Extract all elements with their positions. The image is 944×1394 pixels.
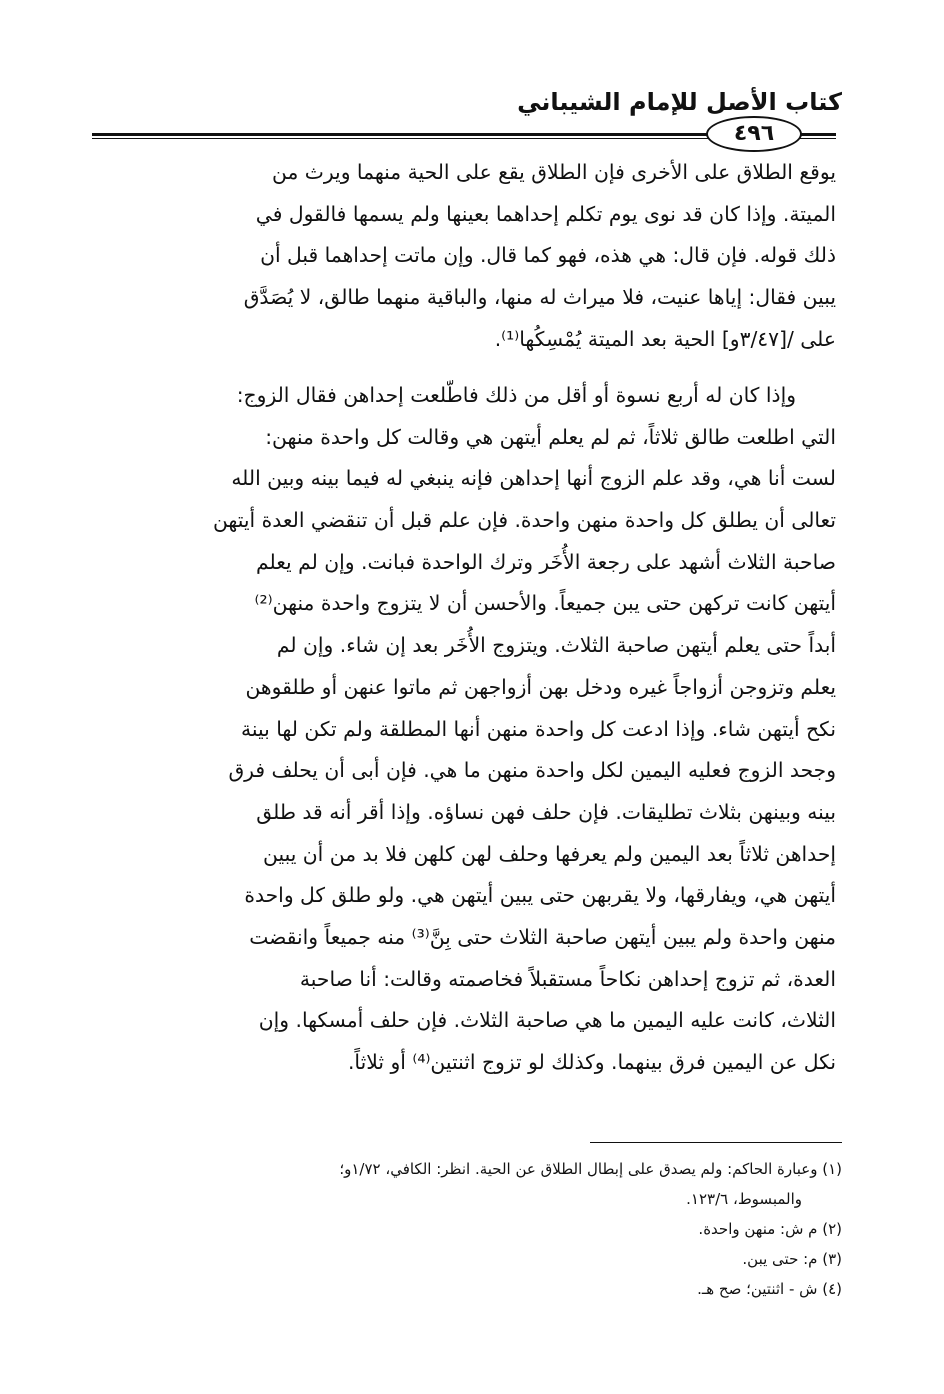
text-line: صاحبة الثلاث أشهد على رجعة الأُخَر وترك الواحدة فبانت. وإن لم يعلم [256,549,836,574]
text-line: أيتهن هي، ويفارقها، ولا يقربهن حتى يبين أيتهن هي. ولو طلق كل واحدة [244,883,836,908]
main-text [94,152,836,1084]
footnote-separator [590,1142,842,1143]
text-line: نكل عن اليمين فرق بينهما. وكذلك لو تزوج اثنتين⁽⁴⁾ أو ثلاثاً. [347,1050,836,1074]
text-line: نكح أيتهن شاء. وإذا ادعت كل واحدة منهن أنها المطلقة ولم تكن لها بينة [241,716,836,741]
footnote-4: (٤) ش - اثنتين؛ صح هـ. [697,1280,842,1298]
running-header-title: كتاب الأصل للإمام الشيباني [517,88,842,116]
text-line: الميتة. وإذا كان قد نوى يوم تكلم إحداهما بعينها ولم يسمها فالقول في [255,201,836,226]
paragraph-1 [94,152,836,357]
text-line: منهن واحدة ولم يبين أيتهن صاحبة الثلاث حتى بِنَّ⁽³⁾ منه جميعاً وانقضت [249,924,836,949]
text-line: وجحد الزوج فعليه اليمين لكل واحدة منهن ما هي. فإن أبى أن يحلف فرق [228,758,836,783]
paragraph-2 [94,375,836,1084]
text-line: أبداً حتى يعلم أيتهن صاحبة الثلاث. ويتزوج الأُخَر بعد إن شاء. وإن لم [276,633,836,658]
text-line: ذلك قوله. فإن قال: هي هذه، فهو كما قال. وإن ماتت إحداهما قبل أن [260,243,836,268]
text-line: إحداهن ثلاثاً بعد اليمين ولم يعرفها وحلف لهن كلهن فلا بد من أن يبين [263,841,836,866]
text-line: تعالى أن يطلق كل واحدة منهن واحدة. فإن علم قبل أن تنقضي العدة أيتهن [212,508,836,533]
footnote-3: (٣) م: حتى يبن. [742,1250,842,1268]
text-line: وإذا كان له أربع نسوة أو أقل من ذلك فاطّلعت إحداهن فقال الزوج: [236,383,796,407]
footnote-1: (١) وعبارة الحاكم: ولم يصدق على إبطال الطلاق عن الحية. انظر: الكافي، ١/٧٢و؛ [339,1160,842,1178]
footnote-1-continued: والمبسوط، ١٢٣/٦. [686,1190,802,1208]
text-line: أيتهن كانت تركهن حتى يبن جميعاً. والأحسن أن لا يتزوج واحدة منهن⁽²⁾ [254,591,836,616]
footnote-2: (٢) م ش: منهن واحدة. [698,1220,842,1238]
text-line: العدة، ثم تزوج إحداهن نكاحاً مستقبلاً فخاصمته وقالت: أنا صاحبة [299,966,836,991]
text-line: يوقع الطلاق على الأخرى فإن الطلاق يقع على الحية منهما ويرث من [272,160,836,184]
text-line: لست أنا هي، وقد علم الزوج أنها إحداهن فإنه ينبغي له فيما بينه وبين الله [231,466,836,491]
text-line: يبين فقال: إياها عنيت، فلا ميراث له منها، والباقية منهما طالق، لا يُصَدَّق [243,285,836,310]
text-line: على /[٣/٤٧و] الحية بعد الميتة يُمْسِكُها⁽¹⁾. [494,326,836,351]
text-line: التي اطلعت طالق ثلاثاً، ثم لم يعلم أيتهن هي وقالت كل واحدة منهن: [265,424,836,449]
footnotes [94,1154,842,1304]
page-number: ٤٩٦ [706,116,802,152]
text-line: يعلم وتزوجن أزواجاً غيره ودخل بهن أزواجهن ثم ماتوا عنهن أو طلقوهن [245,674,836,699]
text-line: الثلاث، كانت عليه اليمين ما هي صاحبة الثلاث. فإن حلف أمسكها. وإن [258,1008,836,1033]
text-line: بينه وبينهن بثلاث تطليقات. فإن حلف فهن نساؤه. وإذا أقر أنه قد طلق [256,799,836,824]
